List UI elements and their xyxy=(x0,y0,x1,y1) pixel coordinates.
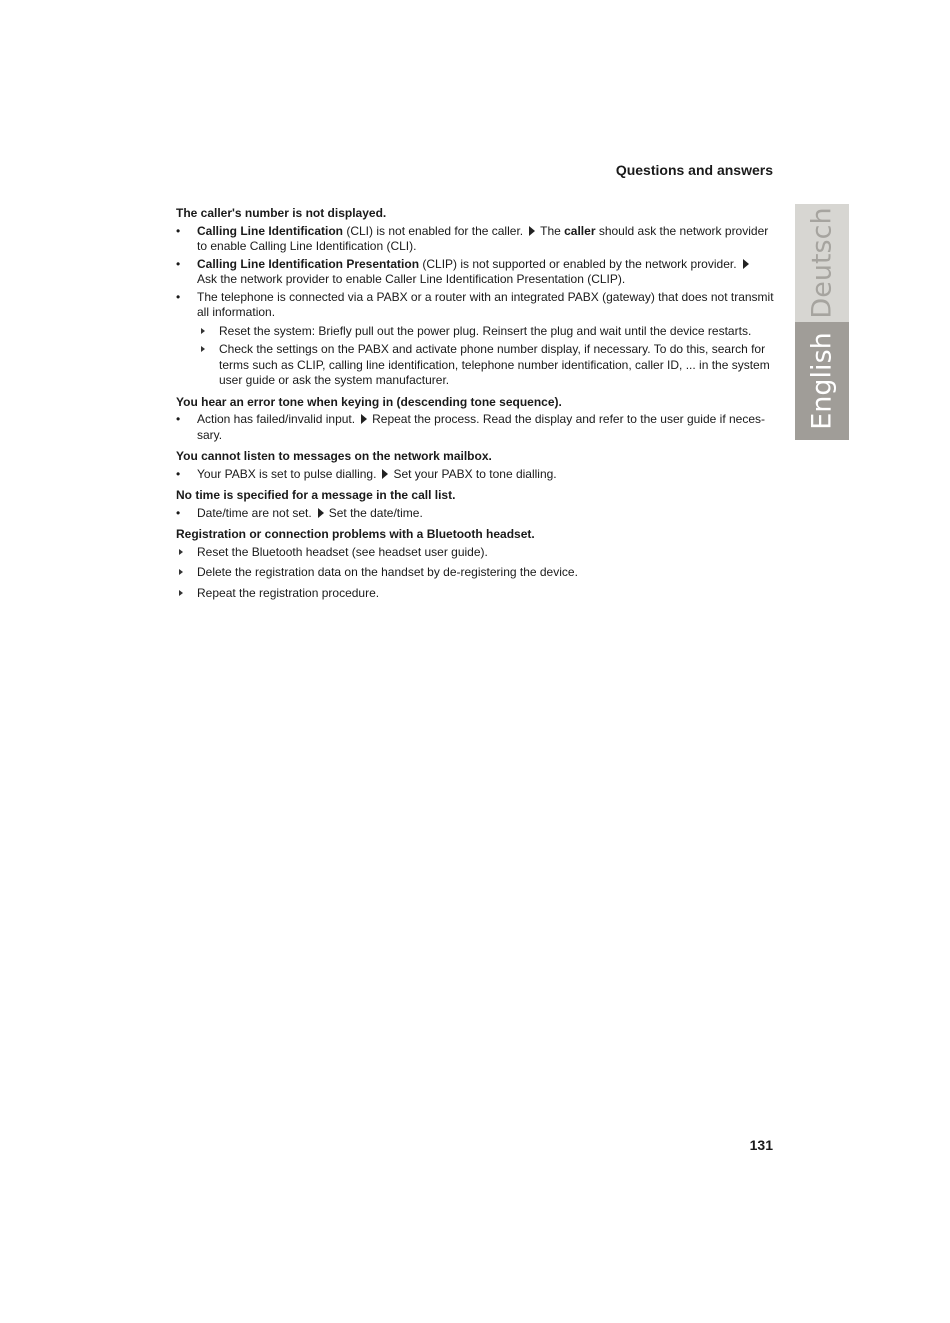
item-text: Reset the system: Briefly pull out the power plug. Reinsert the plug and wait until the device restarts. xyxy=(219,323,752,338)
section-heading: You cannot listen to messages on the network mailbox. xyxy=(176,449,492,463)
section-error-tone xyxy=(176,395,776,444)
item-text: (CLI) is not enabled for the caller. xyxy=(343,223,524,238)
sub-list-item xyxy=(198,342,776,389)
bullet-icon: • xyxy=(176,256,181,271)
bullet-icon: • xyxy=(176,289,181,304)
item-text: The xyxy=(540,223,565,238)
term-bold: Calling Line Identification Presentation xyxy=(197,256,420,271)
item-text: Set your PABX to tone dialling. xyxy=(393,466,557,481)
tab-deutsch[interactable] xyxy=(795,204,849,322)
item-text: Check the settings on the PABX and activate phone number display, if necessary. To do this, search for terms such as CLIP, calling line identification, telephone number identification, caller ID, ... in the system user guide or ask the system manufacturer. xyxy=(219,342,770,387)
arrow-right-icon xyxy=(318,508,324,518)
item-text: Repeat the registration procedure. xyxy=(197,585,380,600)
action-step xyxy=(176,586,776,602)
item-text: Action has failed/invalid input. xyxy=(197,412,356,426)
action-step xyxy=(176,545,776,561)
section-heading: No time is specified for a message in the call list. xyxy=(176,488,456,502)
term-bold: Calling Line Identification xyxy=(197,223,344,238)
arrow-right-icon xyxy=(179,569,183,575)
list-item xyxy=(176,224,776,255)
item-text: should ask the network provider to enable Calling Line Identification (CLI). xyxy=(197,223,769,253)
list-item xyxy=(176,412,776,443)
item-text: (CLIP) is not supported or enabled by the network provider. xyxy=(419,256,737,271)
sub-list xyxy=(198,324,776,389)
action-step xyxy=(176,565,776,581)
section-mailbox xyxy=(176,449,776,482)
page-content xyxy=(176,206,776,607)
item-text: Your PABX is set to pulse dialling. xyxy=(197,466,377,481)
item-text: Set the date/time. xyxy=(328,505,423,520)
list-item xyxy=(176,506,776,522)
page-header-title: Questions and answers xyxy=(615,162,773,178)
arrow-right-icon xyxy=(361,414,367,424)
section-call-list xyxy=(176,488,776,521)
list-item xyxy=(176,290,776,321)
section-heading: Registration or connection problems with a Bluetooth headset. xyxy=(176,527,535,541)
section-heading: The caller's number is not displayed. xyxy=(176,206,387,220)
arrow-right-icon xyxy=(382,469,388,479)
tab-english[interactable] xyxy=(795,322,849,440)
arrow-right-icon xyxy=(201,346,205,352)
item-text: The telephone is connected via a PABX or a router with an integrated PABX (gateway) that does not transmit all information. xyxy=(197,289,774,319)
arrow-right-icon xyxy=(201,328,205,334)
bullet-icon: • xyxy=(176,412,181,426)
item-text: Delete the registration data on the handset by de-registering the device. xyxy=(197,565,578,579)
list-item xyxy=(176,467,776,483)
tab-deutsch-label: Deutsch xyxy=(806,207,838,319)
arrow-right-icon xyxy=(743,259,749,269)
arrow-right-icon xyxy=(529,226,535,236)
sub-list-item xyxy=(198,324,776,340)
section-bluetooth xyxy=(176,527,776,601)
bullet-icon: • xyxy=(176,223,181,238)
arrow-right-icon xyxy=(179,590,183,596)
list-item xyxy=(176,257,776,288)
term-bold: caller xyxy=(564,223,596,238)
bullet-icon: • xyxy=(176,505,181,520)
item-text: Ask the network provider to enable Caller Line Identification Presentation (CLIP). xyxy=(197,272,626,286)
page-number: 131 xyxy=(749,1137,773,1153)
tab-english-label: English xyxy=(806,332,838,430)
arrow-right-icon xyxy=(179,549,183,555)
section-heading: You hear an error tone when keying in (descending tone sequence). xyxy=(176,394,562,409)
section-callers-number xyxy=(176,206,776,389)
item-text: Repeat the process. Read the display and refer to the user guide if neces- sary. xyxy=(197,412,766,442)
item-text: Reset the Bluetooth headset (see headset user guide). xyxy=(197,544,488,559)
bullet-icon: • xyxy=(176,466,181,481)
item-text: Date/time are not set. xyxy=(197,505,312,520)
